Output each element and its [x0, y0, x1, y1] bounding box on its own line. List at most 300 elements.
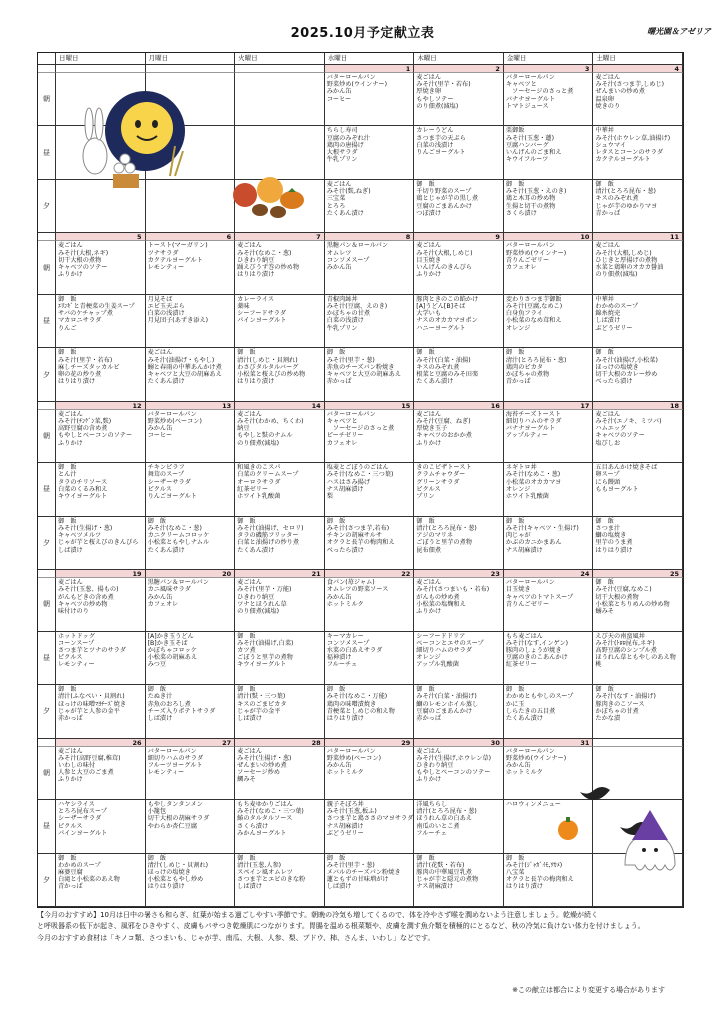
menu-cell	[146, 295, 236, 348]
menu-item: わかめのスープ	[595, 303, 639, 311]
menu-item: のり佃煮(減塩)	[237, 439, 280, 447]
menu-item: オレンジ	[505, 485, 531, 493]
menu-cell	[414, 126, 504, 179]
menu-item: 高野豆腐のシンプル煮	[595, 647, 657, 655]
menu-item: パインヨーグルト	[58, 829, 108, 837]
date-row-spacer	[38, 739, 56, 747]
menu-item: キャベツのソテー	[595, 432, 645, 440]
menu-item: ぶどうゼリー	[326, 829, 364, 837]
menu-item: ピクルス	[147, 485, 172, 493]
menu-item: 野菜炒め(ウインナー)	[505, 249, 567, 257]
menu-item: たくあん漬け	[147, 546, 185, 554]
menu-cell	[504, 685, 594, 738]
menu-item: 青かっぱ	[58, 883, 83, 891]
menu-item: みかん缶	[326, 593, 352, 601]
meal-label: 朝	[38, 578, 56, 631]
menu-cell	[504, 348, 594, 401]
menu-item: ごぼうと里芋の煮物	[237, 654, 293, 662]
footer-line-1: 【今月のおすすめ】10月は日中の暑さも和らぎ、紅葉が始まる過ごしやすい季節です。朝晩の冷気も増してくるので、体を冷やさず喉を潤めないよう注意しましょう。乾燥が続く	[37, 911, 598, 919]
menu-item: みそ汁(わかめ、ちくわ)	[237, 418, 304, 425]
date-number: 22	[325, 570, 415, 578]
menu-item: キャベツの炒め物	[58, 600, 108, 608]
date-number: 26	[56, 739, 146, 747]
menu-item: 里芋のうま煮	[595, 539, 633, 547]
menu-item: エビ玉天ぷら	[147, 303, 185, 311]
menu-item: ぜんまいの炒め煮	[237, 762, 287, 769]
menu-cell	[235, 632, 325, 685]
menu-item: 御 飯	[237, 632, 256, 640]
menu-item: ソーセージ炒め	[237, 769, 280, 777]
menu-item: キャベツのソテー	[58, 264, 108, 271]
menu-item: キャベツのトマトスープ	[505, 593, 574, 601]
menu-item: 白菜と油揚げの炒り煮	[237, 539, 300, 547]
menu-item: みそ汁(玉葱、揚もの)	[58, 586, 119, 594]
menu-cell	[504, 463, 594, 516]
date-number: 7	[235, 233, 325, 241]
menu-cell	[56, 578, 146, 631]
menu-item: ぶどうゼリー	[595, 324, 633, 332]
menu-item: 小松菜の胡麻あえ	[147, 654, 198, 662]
menu-item: タラのチリソース	[58, 478, 108, 486]
meal-label: 昼	[38, 126, 56, 179]
date-number	[146, 65, 236, 73]
menu-item: シーフードドリア	[416, 632, 466, 640]
menu-item: キスのみぞれ煮	[416, 363, 460, 371]
menu-item: みそ汁(里芋・若布)	[416, 81, 471, 89]
meal-label: 夕	[38, 685, 56, 738]
day-header: 火曜日	[235, 53, 325, 65]
menu-item: 食パン(苺ジャム)	[326, 579, 375, 587]
menu-item: 切干大根の煮物	[58, 256, 102, 264]
date-number: 19	[56, 570, 146, 578]
menu-cell	[146, 747, 236, 800]
menu-cell	[593, 685, 683, 738]
menu-item: 麦ごはん	[416, 242, 442, 250]
facility-name: 曙光園＆アゼリア	[647, 27, 711, 36]
menu-item: メバルのチーズパン粉焼き	[326, 868, 401, 876]
menu-item: りんごヨーグルト	[416, 149, 466, 157]
menu-item: 御 飯	[326, 517, 346, 525]
menu-item: フルーツヨーグルト	[147, 762, 203, 769]
menu-item: ちらし寿司	[326, 127, 358, 135]
menu-item: しば漬け	[58, 546, 83, 554]
menu-item: 御 飯	[595, 517, 614, 525]
menu-cell	[146, 800, 236, 853]
menu-item: ピーチゼリー	[326, 432, 364, 440]
menu-cell	[235, 685, 325, 738]
moon-rabbit-illustration	[75, 86, 195, 196]
menu-item: キャベツのおかか煮	[416, 432, 472, 440]
menu-item: みそ汁(白菜・油揚)	[416, 356, 471, 364]
menu-item: 麦ごはん	[237, 747, 262, 755]
menu-cell	[235, 747, 325, 800]
meal-label: 朝	[38, 241, 56, 294]
menu-item: みかん缶	[326, 762, 352, 769]
menu-item: みそ汁(油揚げ、セロリ)	[237, 524, 304, 532]
menu-item: 温泉卵	[595, 95, 614, 103]
menu-item: 肉じゃが	[505, 532, 531, 540]
date-number: 13	[146, 402, 236, 410]
menu-cell	[414, 295, 504, 348]
menu-item: ｴﾘﾝｷﾞと青梗菜の生姜スープ	[58, 303, 135, 311]
date-number: 18	[593, 402, 683, 410]
menu-item: たかな漬	[595, 714, 621, 722]
menu-item: みそ汁(さつまいも・若布)	[416, 586, 490, 594]
menu-item: 小籠包	[147, 808, 167, 816]
menu-item: 麦ごはん	[595, 74, 621, 81]
menu-item: みそ汁(豆腐,なめこ)	[505, 303, 563, 311]
menu-item: 小松菜のオカカマヨ	[505, 478, 562, 486]
menu-item: キウイフルーツ	[505, 156, 549, 164]
menu-item: カフェオレ	[147, 600, 179, 608]
menu-item: 切干大根のカレー炒め	[595, 370, 658, 378]
menu-item: しらたきの五目煮	[505, 707, 556, 715]
menu-cell	[325, 348, 415, 401]
menu-item: 清汁(麩・三つ葉)	[237, 693, 286, 701]
menu-item: カクテルヨーグルト	[147, 256, 203, 264]
menu-item: 御 飯	[416, 686, 435, 694]
menu-item: みそ汁(生揚げ・葱)	[58, 524, 113, 532]
menu-item: のり佃煮(減塩)	[595, 271, 638, 279]
menu-item: みそ汁(豆腐,なめこ)	[595, 586, 652, 594]
menu-item: キスのみぞれ煮	[595, 195, 639, 203]
menu-item: オムレツの野菜ソース	[326, 586, 389, 594]
menu-item: 細切りハムのサラダ	[147, 754, 204, 762]
menu-item: 目玉焼き	[416, 256, 442, 264]
menu-cell	[56, 348, 146, 401]
menu-item: カニ風味サラダ	[147, 586, 191, 594]
menu-item: フルーチェ	[326, 661, 358, 669]
menu-cell	[325, 517, 415, 570]
menu-cell	[56, 463, 146, 516]
menu-item: ひきわり納豆	[237, 256, 275, 264]
menu-item: 御 飯	[505, 854, 525, 862]
menu-item: コーヒー	[147, 432, 173, 440]
menu-cell	[325, 685, 415, 738]
menu-item: ふりかけ	[58, 439, 83, 447]
menu-item: みそ汁(油揚げ,白菜)	[237, 639, 294, 647]
menu-item: 豆腐のみぞれ汁	[326, 134, 371, 142]
menu-item: ハスはさみ揚げ	[326, 478, 371, 486]
menu-item: いんげんのごま和え	[505, 149, 562, 157]
menu-item: ホットミルク	[326, 600, 364, 608]
menu-item: 御 飯	[58, 349, 77, 357]
menu-cell	[56, 685, 146, 738]
menu-cell	[414, 348, 504, 401]
menu-cell	[325, 295, 415, 348]
menu-item: はりはり漬け	[237, 271, 275, 279]
menu-item: 焼きのり	[595, 102, 621, 110]
menu-item: 豆腐のきのこあんかけ	[505, 654, 568, 662]
menu-item: オクラと長芋の梅肉和え	[505, 876, 574, 884]
menu-item: シーザーサラダ	[58, 815, 102, 823]
menu-item: 豚肉のしょうが焼き	[505, 647, 562, 655]
menu-item: トマトジュース	[505, 102, 549, 110]
menu-item: 切干大根の胡麻サラダ	[147, 815, 210, 823]
menu-item: 牛乳プリン	[326, 324, 358, 332]
menu-cell	[504, 578, 594, 631]
menu-item: ナス胡麻漬け	[326, 485, 364, 493]
day-header: 月曜日	[146, 53, 236, 65]
menu-item: ハムエッグ	[595, 425, 627, 433]
menu-item: 麦ごはん	[58, 747, 83, 755]
menu-item: アップル乳酸菌	[416, 661, 459, 669]
menu-item: カフェオレ	[326, 439, 358, 447]
menu-item: みかん缶	[505, 762, 531, 769]
menu-item: 小松菜ともやしナムル	[147, 539, 210, 547]
menu-cell	[146, 348, 236, 401]
date-number: 5	[56, 233, 146, 241]
meal-label: 夕	[38, 854, 56, 907]
menu-cell	[593, 632, 683, 685]
date-number: 30	[414, 739, 504, 747]
menu-item: 麦ごはん	[237, 410, 262, 418]
menu-item: 豚肉ときのこの餡かけ	[416, 295, 479, 303]
menu-item: みそ汁(ホウレン草,油揚げ)	[595, 134, 671, 142]
date-number: 23	[414, 570, 504, 578]
menu-item: ふりかけ	[416, 776, 442, 784]
menu-item: チーズ入りポテトサラダ	[147, 707, 216, 715]
menu-item: しば漬け	[237, 883, 262, 891]
menu-item: しば漬け	[147, 714, 173, 722]
menu-cell	[146, 463, 236, 516]
menu-item: 御 飯	[237, 349, 256, 357]
menu-item: さつま汁	[595, 524, 621, 532]
menu-item: 細切りハムのサラダ	[416, 647, 472, 655]
menu-item: のり佃煮(減塩)	[237, 608, 280, 615]
menu-item: たくあん漬け	[416, 378, 454, 386]
menu-item: にら饅頭	[595, 478, 621, 486]
menu-item: みそ汁(白菜・油揚げ)	[416, 693, 477, 701]
menu-cell	[146, 685, 236, 738]
menu-item: キャベツと大豆の胡麻あえ	[147, 370, 222, 378]
menu-item: 白滝と小松菜のあえ物	[58, 876, 120, 884]
menu-item: 御 飯	[237, 854, 256, 862]
menu-item: 梨	[326, 493, 333, 501]
footer-line-3: 今月のおすすめ食材は「キノコ類、さつまいも、じゃが芋、南瓜、大根、人参、梨、ブドウ、柿、さんま、いわし」などです。	[37, 934, 435, 942]
menu-item: ほっけの塩焼き	[595, 363, 639, 371]
menu-item: レモンティー	[58, 661, 95, 669]
menu-cell	[325, 241, 415, 294]
menu-item: 三宝菜	[326, 195, 346, 203]
menu-item: キウイヨーグルト	[237, 661, 287, 669]
menu-item: オムレツ	[326, 249, 352, 257]
menu-item: 紅茶ゼリー	[505, 661, 537, 669]
date-number: 21	[235, 570, 325, 578]
menu-item: アップルティー	[505, 432, 548, 440]
menu-item: 麦ごはん	[416, 747, 442, 755]
menu-cell	[325, 854, 415, 907]
menu-item: がんもどきの含め煮	[58, 593, 114, 601]
menu-item: みそ汁(油揚げ・もやし)	[147, 356, 215, 364]
menu-item: 大根サラダ	[326, 149, 358, 157]
menu-item: たぬき汁	[147, 693, 173, 701]
menu-cell	[414, 578, 504, 631]
menu-item: コンソメスープ	[326, 256, 370, 264]
menu-item: 豚肉の中華風豆乳煮	[416, 868, 472, 876]
menu-cell	[56, 747, 146, 800]
menu-item: 牛乳プリン	[326, 156, 358, 164]
menu-item: ベーコンとエサのスープ	[416, 639, 484, 647]
menu-item: 清汁(とろろ昆布・葱)	[416, 524, 477, 532]
menu-item: もやしソテー	[416, 95, 454, 103]
menu-cell	[593, 348, 683, 401]
menu-item: 野菜炒め(ベーコン)	[147, 418, 202, 425]
menu-item: 卵の花の炒り煮	[58, 370, 102, 378]
meal-label: 夕	[38, 348, 56, 401]
menu-item: 鶏とじゃが芋の黒し煮	[416, 195, 479, 203]
menu-item: べったら漬け	[595, 378, 633, 386]
menu-item: 御 飯	[147, 854, 167, 862]
menu-item: とろろ昆布スープ	[58, 808, 107, 816]
menu-item: 錦糸焼売	[595, 310, 621, 318]
menu-item: みそ汁(玉葱,板ふ)	[326, 808, 377, 816]
menu-item: 御 飯	[416, 517, 435, 525]
date-number: 9	[414, 233, 504, 241]
menu-item: 青りんごゼリー	[505, 256, 550, 264]
date-row-spacer	[38, 570, 56, 578]
menu-cell	[56, 241, 146, 294]
menu-item: [B]かき玉そば	[147, 639, 188, 647]
menu-cell	[235, 800, 325, 853]
menu-item: みそ汁(油揚げ,小松菜)	[595, 356, 658, 364]
menu-item: みそ汁(キャベツ・生揚げ)	[505, 524, 579, 532]
menu-cell	[504, 295, 594, 348]
menu-item: きのこピザトースト	[416, 464, 472, 472]
menu-item: 鰯みそ	[595, 608, 614, 615]
menu-item: 昆布佃煮	[416, 546, 442, 554]
menu-item: オレンジ	[505, 324, 531, 332]
menu-item: みそ汁(生揚げ,ホウレン草)	[416, 754, 491, 762]
menu-cell	[414, 800, 504, 853]
meal-label: 昼	[38, 800, 56, 853]
menu-item: 清汁(しめじ・貝割れ)	[147, 861, 209, 869]
menu-item: カクテルヨーグルト	[595, 156, 651, 164]
menu-item: 和風きのこスパ	[237, 464, 281, 472]
day-header: 水曜日	[325, 53, 415, 65]
menu-cell	[146, 241, 236, 294]
menu-item: ホットドッグ	[58, 632, 95, 640]
menu-item: プリン	[416, 493, 435, 501]
halloween-illustration	[540, 770, 680, 900]
date-number: 25	[593, 570, 683, 578]
menu-item: もやしタンタンメン	[147, 801, 203, 809]
menu-item: オクラと長芋の梅肉和え	[326, 539, 395, 547]
menu-item: ソーセージのさっと煮	[505, 88, 574, 96]
menu-cell	[414, 463, 504, 516]
menu-item: 御 飯	[416, 180, 435, 188]
menu-item: 青梗菜としめじの和え物	[326, 707, 395, 715]
menu-item: 御 飯	[58, 517, 77, 525]
menu-item: かぼちゃコロッケ	[147, 647, 197, 655]
menu-item: わさびタルタルバーグ	[237, 363, 299, 371]
date-number: 29	[325, 739, 415, 747]
menu-item: 白菜のくるみ和え	[58, 485, 108, 493]
menu-item: タラの磯筋フリッター	[237, 532, 299, 540]
menu-item: 清汁(ふなべい・貝割れ)	[58, 693, 125, 701]
menu-item: ツナサラダ	[147, 249, 179, 257]
menu-item: 小松菜の塩麹和え	[416, 600, 466, 608]
menu-item: バターロールパン	[147, 747, 197, 755]
menu-cell	[414, 854, 504, 907]
menu-cell	[325, 410, 415, 463]
menu-item: 御 飯	[416, 349, 435, 357]
menu-item: バターロールパン	[326, 747, 376, 755]
menu-item: みそ汁(なめこ・葱)	[237, 249, 292, 257]
menu-cell	[593, 410, 683, 463]
menu-item: 鰆のタルタルソース	[237, 815, 293, 823]
menu-item: みそ汁(大根,しめじ)	[416, 249, 473, 257]
menu-item: 御 飯	[58, 686, 77, 694]
menu-item: 豆腐のごまあんかけ	[416, 707, 472, 715]
menu-cell	[504, 126, 594, 179]
menu-item: 御 飯	[58, 464, 77, 472]
menu-item: 麻しチーズタッカルビ	[58, 363, 120, 371]
menu-item: ナス胡麻漬け	[326, 822, 364, 830]
menu-item: みそ汁(玉葱・えのき)	[505, 188, 567, 196]
menu-item: ナス胡麻漬け	[416, 883, 454, 891]
date-row-spacer	[38, 233, 56, 241]
menu-item: じゃが芋と隠元の煮物	[416, 876, 479, 884]
menu-item: 清汁(とろろ昆布・葱)	[416, 808, 477, 816]
menu-item: 白身魚フライ	[505, 310, 543, 318]
menu-cell	[56, 800, 146, 853]
menu-item: 紅茶ゼリー	[237, 485, 269, 493]
menu-item: 黒糖パン＆ロールパン	[326, 242, 389, 250]
menu-cell	[56, 854, 146, 907]
menu-item: はりはり漬け	[237, 378, 275, 386]
menu-item: 踊えびうず巻の炒め物	[237, 264, 300, 271]
menu-cell	[325, 73, 415, 126]
menu-item: ピクルス	[58, 822, 83, 830]
menu-item: みかん缶	[147, 425, 173, 433]
menu-item: カフェオレ	[505, 264, 537, 271]
menu-item: わかめともやしのスープ	[505, 693, 574, 701]
menu-item: 御 飯	[58, 854, 77, 862]
date-number: 10	[504, 233, 594, 241]
menu-item: 御 飯	[58, 295, 77, 303]
date-number: 31	[504, 739, 594, 747]
menu-cell	[146, 517, 236, 570]
menu-item: ピクルス	[58, 654, 83, 662]
date-number: 27	[146, 739, 236, 747]
menu-item: キャベツメルツ	[58, 532, 102, 540]
menu-item: さつま芋の天ぷら	[416, 134, 466, 142]
menu-item: バターロールパン	[147, 410, 197, 418]
menu-item: 御 飯	[505, 180, 525, 188]
menu-item: もち麦ごはん	[505, 632, 543, 640]
menu-item: わかめのスープ	[58, 861, 101, 869]
menu-item: しば漬け	[237, 714, 262, 722]
menu-item: 中華丼	[595, 295, 614, 303]
menu-item: 鶏肉の唐揚げ	[326, 141, 364, 149]
date-number: 8	[325, 233, 415, 241]
date-number: 28	[235, 739, 325, 747]
menu-item: いんげんのきんぴら	[416, 264, 472, 271]
menu-item: かぼちゃの甘煮	[326, 310, 371, 318]
menu-item: みそ汁(里芋・葱)	[326, 861, 375, 869]
menu-title: 2025.10月予定献立表	[290, 26, 435, 41]
menu-item: コンソメスープ	[326, 639, 370, 647]
date-number: 24	[504, 570, 594, 578]
menu-item: 塩麦とごぼうのごはん	[326, 464, 389, 472]
menu-item: 目玉焼き	[505, 586, 531, 594]
menu-item: 納豆	[237, 425, 250, 433]
menu-item: りんご	[58, 324, 77, 332]
menu-item: はりはり漬け	[505, 883, 543, 891]
menu-item: 麦ごはん	[595, 242, 621, 250]
menu-item: みそ汁(ﾁﾝｹﾞﾝ菜,麩)	[58, 418, 112, 425]
